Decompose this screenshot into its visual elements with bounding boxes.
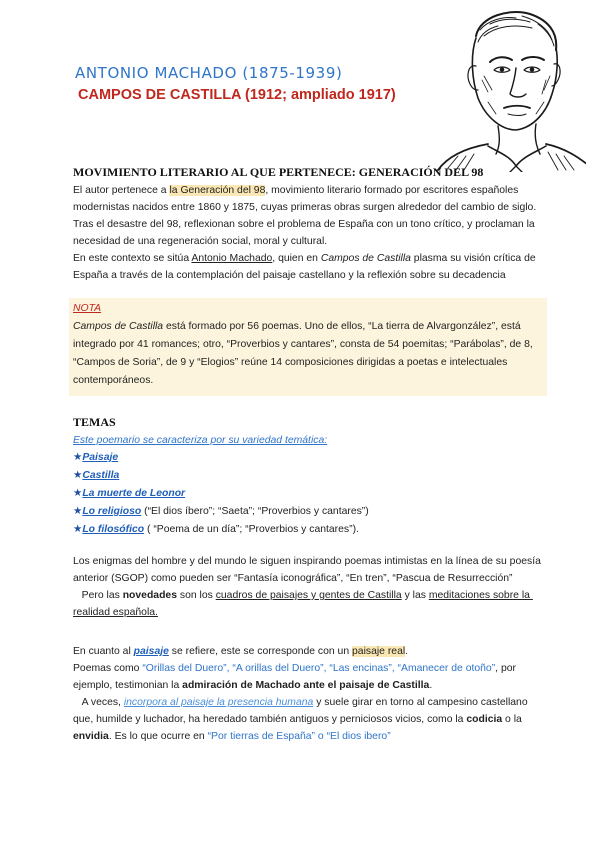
tema-link-religioso[interactable]: Lo religioso [82, 506, 142, 517]
tema-item [73, 449, 543, 467]
paragraph-enigmas: Los enigmas del hombre y del mundo le siguen inspirando poemas intimistas en la línea de su poesía anterior (SGOP) como pueden ser “Fantasía iconográfica”, “En tren”, “Pascua de Resurrección” [73, 556, 541, 584]
section-movimiento [73, 162, 543, 284]
star-icon: ★ [73, 470, 83, 481]
paragraph-paisaje [73, 643, 543, 660]
star-icon: ★ [73, 506, 83, 517]
spacer [73, 621, 543, 643]
work-title: CAMPOS DE CASTILLA (1912; ampliado 1917) [78, 87, 396, 103]
text: Pero las [73, 590, 123, 601]
star-icon: ★ [73, 524, 83, 535]
spacer [73, 539, 543, 553]
paragraph-poemas [73, 660, 543, 694]
presencia-humana-link[interactable]: incorpora al paisaje la presencia humana [123, 697, 314, 708]
underlined-meditaciones: meditaciones sobre la realidad española. [73, 590, 533, 618]
bold-codicia: codicia [466, 714, 503, 725]
highlight-paisaje-real: paisaje real [352, 646, 406, 657]
tema-link-leonor[interactable]: La muerte de Leonor [82, 488, 186, 499]
bold-envidia: envidia [73, 731, 109, 742]
temas-intro: Este poemario se caracteriza por su variedad temática: [73, 435, 328, 446]
book-title: Campos de Castilla [73, 321, 164, 332]
tema-link-filosofico[interactable]: Lo filosófico [82, 524, 145, 535]
star-icon: ★ [73, 488, 83, 499]
text: , por ejemplo, testimonian la [73, 663, 516, 691]
paisaje-link[interactable]: paisaje [133, 646, 169, 657]
paragraph-novedades [73, 587, 543, 621]
underlined-cuadros: cuadros de paisajes y gentes de Castilla [215, 590, 402, 601]
heading-temas: TEMAS [73, 415, 116, 429]
text: o la [502, 714, 525, 725]
note-text [73, 318, 543, 390]
bold-novedades: novedades [122, 590, 177, 601]
paragraph-generacion [73, 182, 543, 250]
tema-extra: ( “Poema de un día”; “Proverbios y cantares”). [144, 524, 359, 535]
text: y suele girar en torno al campesino castellano que, humilde y luchador, ha heredado también antiguos y perniciosos vicios, como la [73, 697, 531, 725]
note-label: NOTA [73, 303, 102, 314]
author-title: ANTONIO MACHADO (1875-1939) [75, 64, 343, 82]
bold-admiracion: admiración de Machado ante el paisaje de Castilla [182, 680, 430, 691]
text: A veces, [73, 697, 124, 708]
text: se refiere, este se corresponde con un [168, 646, 353, 657]
section-paisaje [73, 643, 543, 745]
tema-link-castilla[interactable]: Castilla [82, 470, 120, 481]
text: , quien en [272, 253, 321, 264]
tema-extra: (“El dios íbero”; “Saeta”; “Proverbios y cantares”) [141, 506, 369, 517]
paragraph-presencia-humana [73, 694, 543, 745]
text: En cuanto al [73, 646, 134, 657]
poem-references: “Por tierras de España” o “El dios ibero” [207, 731, 391, 742]
text: son los [176, 590, 216, 601]
note-box [69, 298, 547, 396]
tema-link-paisaje[interactable]: Paisaje [82, 452, 119, 463]
text: En este contexto se sitúa [73, 253, 192, 264]
text: y las [401, 590, 429, 601]
tema-item [73, 485, 543, 503]
poem-list: “Orillas del Duero”, “A orillas del Duero”, “Las encinas”, “Amanecer de otoño” [142, 663, 496, 674]
text: . [429, 680, 433, 691]
paragraph-contexto [73, 250, 543, 284]
heading-movimiento: MOVIMIENTO LITERARIO AL QUE PERTENECE: GENERACIÓN DEL 98 [73, 165, 484, 179]
book-title: Campos de Castilla [320, 253, 411, 264]
author-portrait-illustration [418, 6, 586, 172]
text: . Es lo que ocurre en [108, 731, 208, 742]
star-icon: ★ [73, 452, 83, 463]
section-temas [73, 412, 543, 621]
text: plasma su visión crítica de España a través de la contemplación del paisaje castellano y la reflexión sobre su decadencia [73, 253, 536, 281]
text: , movimiento literario formado por escritores españoles modernistas nacidos entre 1860 y 1875, cuyas primeras obras surgen alrededor del cambio de siglo. Tras el desastre del 98, reflexionan sobre el problema de España con un tono crítico, y proclaman la necesidad de una regeneración social, moral y cultural. [73, 185, 537, 247]
text: El autor pertenece a [73, 185, 170, 196]
text: Poemas como [73, 663, 143, 674]
tema-item [73, 467, 543, 485]
highlight-generacion-98: la Generación del 98 [169, 185, 266, 196]
text: . [405, 646, 409, 657]
tema-item [73, 521, 543, 539]
tema-item [73, 503, 543, 521]
author-name: Antonio Machado [191, 253, 273, 264]
document-body [73, 162, 543, 745]
text: está formado por 56 poemas. Uno de ellos, “La tierra de Alvargonzález”, está integrado por 41 romances; otro, “Proverbios y cantares”, consta de 54 poemitas; “Parábolas”, de 8, “Campos de Soria”, de 9 y “Elogios” reúne 14 composiciones dirigidas a poetas e intelectuales contemporáneos. [73, 321, 533, 386]
